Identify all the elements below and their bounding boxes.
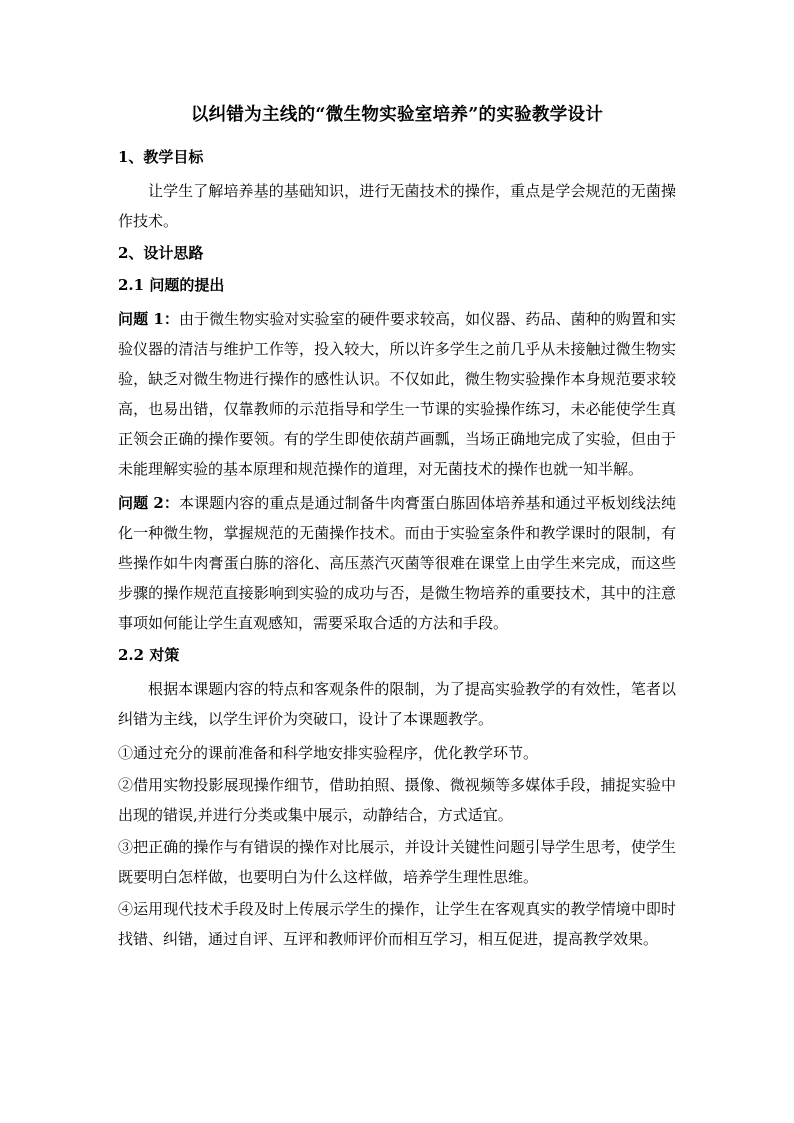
problem-1-label: 问题 1： [118,310,179,328]
objectives-paragraph: 让学生了解培养基的基础知识，进行无菌技术的操作，重点是学会规范的无菌操作技术。 [118,182,676,230]
strategy-item: ③把正确的操作与有错误的操作对比展示，并设计关键性问题引导学生思考，使学生既要明白怎样做，也要明白为什么这样做，培养学生理性思维。 [118,838,676,886]
problem-2-text: 本课题内容的重点是通过制备牛肉膏蛋白胨固体培养基和通过平板划线法纯化一种微生物，掌握规范的无菌操作技术。而由于实验室条件和教学课时的限制，有些操作如牛肉膏蛋白胨的溶化、高压蒸汽灭菌等很难在课堂上由学生来完成，而这些步骤的操作规范直接影响到实验的成功与否，是微生物培养的重要技术，其中的注意事项如何能让学生直观感知，需要采取合适的方法和手段。 [118,494,676,632]
section-heading-design: 2、设计思路 [118,244,204,262]
strategies-intro-paragraph: 根据本课题内容的特点和客观条件的限制，为了提高实验教学的有效性，笔者以纠错为主线，以学生评价为突破口，设计了本课题教学。 [118,680,676,728]
strategy-item: ②借用实物投影展现操作细节，借助拍照、摄像、微视频等多媒体手段，捕捉实验中出现的错误,并进行分类或集中展示，动静结合，方式适宜。 [118,776,676,824]
subsection-heading-strategies: 2.2 对策 [118,646,180,664]
problem-1-text: 由于微生物实验对实验室的硬件要求较高，如仪器、药品、菌种的购置和实验仪器的清洁与维护工作等，投入较大，所以许多学生之前几乎从未接触过微生物实验，缺乏对微生物进行操作的感性认识。不仅如此，微生物实验操作本身规范要求较高，也易出错，仅靠教师的示范指导和学生一节课的实验操作练习，未必能使学生真正领会正确的操作要领。有的学生即使依葫芦画瓢，当场正确地完成了实验，但由于未能理解实验的基本原理和规范操作的道理，对无菌技术的操作也就一知半解。 [118,310,676,478]
strategy-item: ①通过充分的课前准备和科学地安排实验程序，优化教学环节。 [118,744,539,762]
problem-2-label: 问题 2： [118,494,179,512]
subsection-heading-problems: 2.1 问题的提出 [118,276,225,294]
document-title: 以纠错为主线的“微生物实验室培养”的实验教学设计 [190,105,604,125]
problem-1-paragraph [118,304,676,484]
problem-2-paragraph [118,488,676,638]
strategy-item: ④运用现代技术手段及时上传展示学生的操作，让学生在客观真实的教学情境中即时找错、纠错，通过自评、互评和教师评价而相互学习，相互促进，提高教学效果。 [118,900,676,948]
strategy-list [118,738,676,954]
section-heading-objectives: 1、教学目标 [118,148,204,166]
